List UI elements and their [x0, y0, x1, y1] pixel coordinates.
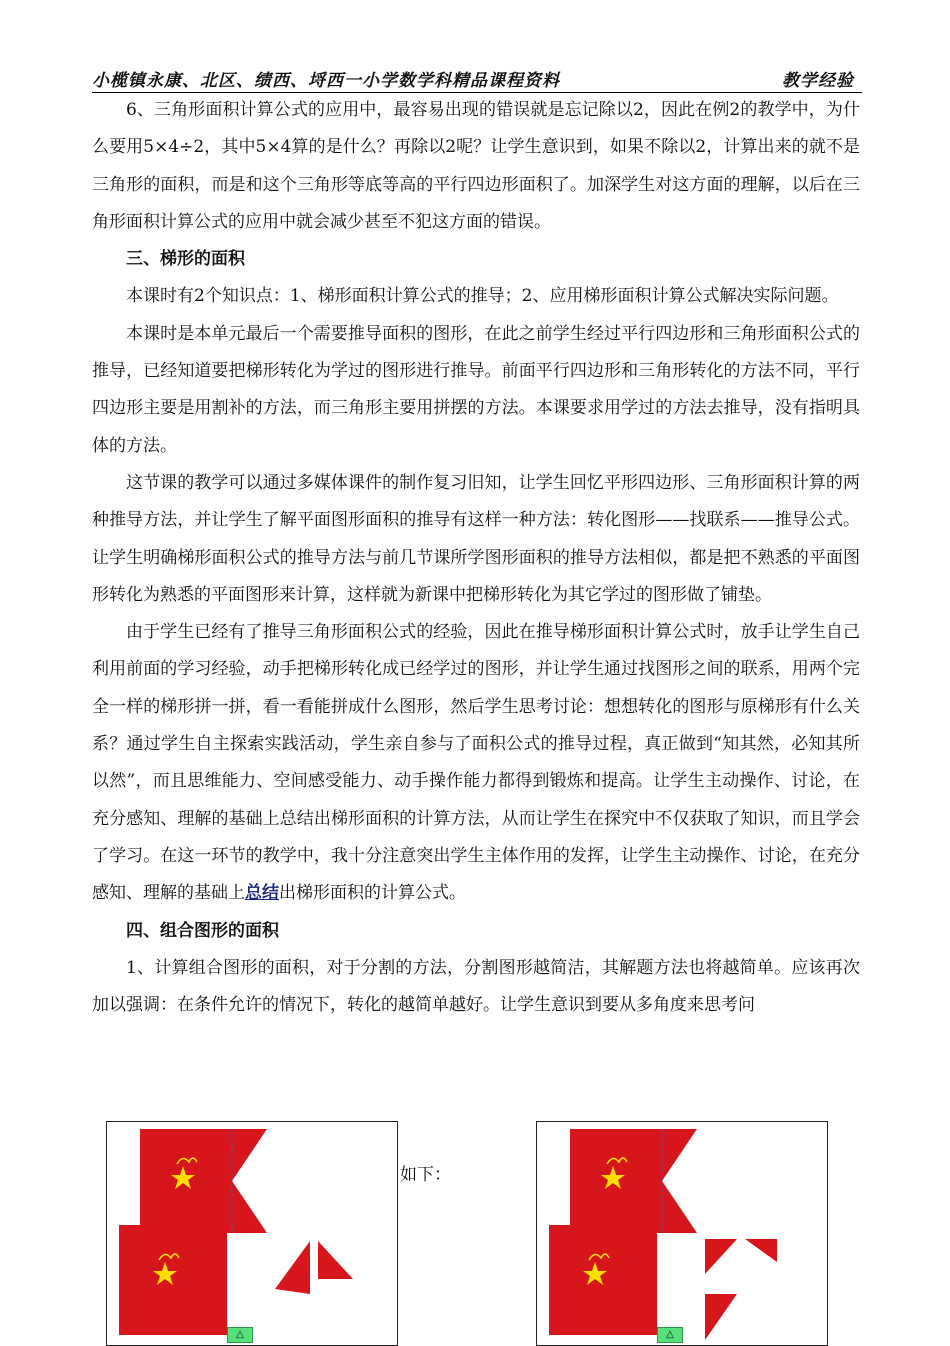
section-heading-3: 三、梯形的面积	[126, 249, 245, 270]
paragraph-5-text-b: 出梯形面积的计算公式。	[279, 883, 466, 904]
triangle-piece-2	[705, 1294, 737, 1340]
paragraph-2: 本课时有2个知识点：1、梯形面积计算公式的推导；2、应用梯形面积计算公式解决实际问题。	[126, 286, 839, 307]
flag-figure-1	[106, 1121, 398, 1346]
triangle-piece-3	[745, 1239, 777, 1262]
paragraph-3: 本课时是本单元最后一个需要推导面积的图形，在此之前学生经过平行四边形和三角形面积公式的推导，已经知道要把梯形转化为学过的图形进行推导。前面平行四边形和三角形转化的方法不同，平行四边形主要是用割补的方法，而三角形主要用拼摆的方法。本课要求用学过的方法去推导，没有指明具体的方法。	[92, 323, 860, 456]
trailing-text: 如下：	[400, 1165, 451, 1185]
summary-link[interactable]: 总结	[245, 883, 279, 904]
triangle-piece-1	[275, 1241, 310, 1294]
flag-figure-2	[536, 1121, 828, 1346]
document-body	[92, 92, 860, 1024]
handle-button[interactable]: △	[227, 1327, 253, 1343]
pennant-flag-shape	[570, 1129, 697, 1233]
paragraph-5-text-a: 由于学生已经有了推导三角形面积公式的经验，因此在推导梯形面积计算公式时，放手让学生自己利用前面的学习经验，动手把梯形转化成已经学过的图形，并让学生通过找图形之间的联系，用两个完全一样的梯形拼一拼，看一看能拼成什么图形，然后学生思考讨论：想想转化的图形与原梯形有什么关系？通过学生自主探索实践活动，学生亲自参与了面积公式的推导过程，真正做到“知其然，必知其所以然”，而且思维能力、空间感受能力、动手操作能力都得到锻炼和提高。让学生主动操作、讨论，在充分感知、理解的基础上总结出梯形面积的计算方法，从而让学生在探究中不仅获取了知识，而且学会了学习。在这一环节的教学中，我十分注意突出学生主体作用的发挥，让学生主动操作、讨论，在充分感知、理解的基础上	[92, 622, 860, 904]
handle-button[interactable]: △	[657, 1327, 683, 1343]
square-flag-shape	[549, 1225, 657, 1335]
triangle-piece-2	[318, 1241, 353, 1279]
paragraph-5	[92, 614, 860, 912]
header-title: 小榄镇永康、北区、绩西、埒西一小学数学科精品课程资料	[92, 71, 560, 91]
pennant-flag-shape	[140, 1129, 267, 1233]
paragraph-6: 1、计算组合图形的面积，对于分割的方法，分割图形越简洁，其解题方法也将越简单。应该再次加以强调：在条件允许的情况下，转化的越简单越好。让学生意识到要从多角度来思考问	[92, 957, 860, 1016]
paragraph-1: 6、三角形面积计算公式的应用中，最容易出现的错误就是忘记除以2，因此在例2的教学中，为什么要用5×4÷2，其中5×4算的是什么？再除以2呢？让学生意识到，如果不除以2，计算出来的就不是三角形的面积，而是和这个三角形等底等高的平行四边形面积了。加深学生对这方面的理解，以后在三角形面积计算公式的应用中就会减少甚至不犯这方面的错误。	[92, 100, 860, 232]
header-section: 教学经验	[782, 71, 854, 91]
triangle-piece-1	[705, 1239, 737, 1274]
section-heading-4: 四、组合图形的面积	[126, 920, 279, 941]
square-flag-shape	[119, 1225, 227, 1335]
paragraph-4: 这节课的教学可以通过多媒体课件的制作复习旧知，让学生回忆平形四边形、三角形面积计算的两种推导方法，并让学生了解平面图形面积的推导有这样一种方法：转化图形——找联系——推导公式。让学生明确梯形面积公式的推导方法与前几节课所学图形面积的推导方法相似，都是把不熟悉的平面图形转化为熟悉的平面图形来计算，这样就为新课中把梯形转化为其它学过的图形做了铺垫。	[92, 472, 860, 605]
page-header	[92, 64, 862, 93]
